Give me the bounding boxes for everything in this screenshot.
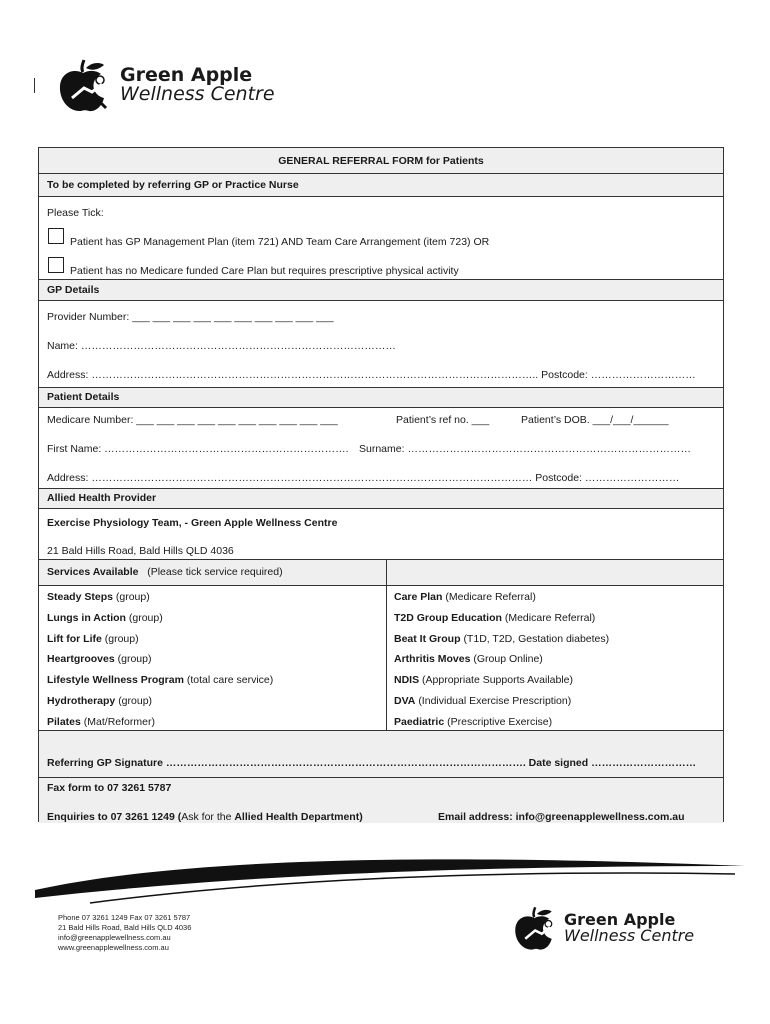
allied-health-section [39, 509, 723, 560]
service-item[interactable] [47, 695, 152, 707]
enquiries-department: Allied Health Department [234, 811, 360, 823]
service-name: Steady Steps [47, 591, 113, 603]
fax-info: Fax form to 07 3261 5787 [47, 782, 172, 794]
service-item[interactable] [394, 633, 609, 645]
service-note: (Prescriptive Exercise) [447, 715, 553, 728]
patient-details-section [39, 408, 723, 489]
no-care-plan-checkbox[interactable] [48, 257, 64, 273]
gp-details-heading: GP Details [47, 284, 100, 296]
provider-address: 21 Bald Hills Road, Bald Hills QLD 4036 [47, 545, 234, 557]
service-note: (Group Online) [473, 653, 543, 666]
footer-email: info@greenapplewellness.com.au [58, 933, 171, 942]
brand-subtitle: Wellness Centre [120, 83, 275, 105]
service-item[interactable] [394, 591, 536, 603]
allied-health-heading: Allied Health Provider [47, 492, 157, 504]
service-name: Beat It Group [394, 632, 461, 645]
service-item[interactable] [47, 633, 139, 645]
service-name: NDIS [394, 674, 420, 687]
service-note: (Individual Exercise Prescription) [418, 695, 572, 707]
service-item[interactable] [47, 674, 273, 686]
service-item[interactable] [394, 695, 571, 707]
medicare-number-field[interactable]: Medicare Number: ___ ___ ___ ___ ___ ___ ___ ___ ___ ___ [47, 414, 338, 426]
service-note: (group) [118, 695, 153, 707]
footer-swoosh [30, 848, 750, 908]
services-heading: Services Available [47, 566, 139, 578]
footer-address: 21 Bald Hills Road, Bald Hills QLD 4036 [58, 923, 192, 932]
header-logo [56, 56, 275, 114]
service-name: Lift for Life [47, 632, 102, 645]
allied-health-heading-row [39, 489, 723, 509]
service-item[interactable] [47, 612, 163, 624]
service-name: Lungs in Action [47, 611, 126, 624]
service-note: (Medicare Referral) [445, 591, 536, 603]
contact-row [39, 778, 723, 823]
patient-ref-field[interactable]: Patient’s ref no. ___ [396, 414, 490, 426]
service-note: (group) [115, 591, 150, 603]
tick-options-section [39, 197, 723, 280]
no-care-plan-label: Patient has no Medicare funded Care Plan but requires prescriptive physical activity [70, 265, 459, 277]
surname-field[interactable]: Surname: ……………………………………………………………………… [359, 443, 691, 455]
service-note: (group) [128, 611, 163, 624]
service-item[interactable] [47, 716, 155, 728]
gp-management-plan-checkbox[interactable] [48, 228, 64, 244]
gp-details-heading-row [39, 280, 723, 301]
service-note: (total care service) [186, 674, 274, 687]
footer-brand-subtitle: Wellness Centre [564, 926, 695, 945]
services-divider [386, 586, 387, 730]
service-note: (Medicare Referral) [504, 611, 596, 624]
service-note: (group) [117, 653, 152, 666]
service-item[interactable] [47, 653, 151, 665]
service-name: Arthritis Moves [394, 653, 471, 666]
form-title-row [39, 148, 723, 174]
footer-contact [58, 913, 191, 953]
completed-by-heading: To be completed by referring GP or Practice Nurse [47, 179, 299, 191]
service-item[interactable] [394, 653, 543, 665]
referral-form [38, 147, 724, 822]
service-name: Hydrotherapy [47, 695, 116, 707]
enquiries-phone: Enquiries to 07 3261 1249 ( [47, 811, 182, 823]
patient-details-heading: Patient Details [47, 391, 120, 403]
provider-team: Exercise Physiology Team, - Green Apple Wellness Centre [47, 517, 338, 529]
footer-phone-fax: Phone 07 3261 1249 Fax 07 3261 5787 [58, 913, 191, 922]
gp-address-field[interactable]: Address: ……………………………………………………………………………………………………………….. Postcode: ………………………… [47, 369, 696, 381]
please-tick-label: Please Tick: [47, 207, 104, 219]
signature-row [39, 731, 723, 778]
footer-brand-name: Green Apple [564, 910, 676, 929]
service-name: Heartgrooves [47, 653, 115, 666]
service-name: DVA [394, 695, 416, 707]
enquiries-ask: Ask for the [181, 811, 235, 823]
gp-name-field[interactable]: Name: ……………………………………………………………………………… [47, 340, 396, 352]
service-name: Paediatric [394, 715, 445, 728]
patient-dob-field[interactable]: Patient’s DOB. ___/___/______ [521, 414, 669, 426]
service-item[interactable] [394, 674, 573, 686]
service-name: T2D Group Education [394, 611, 502, 624]
service-item[interactable] [394, 716, 552, 728]
brand-name: Green Apple [120, 64, 253, 86]
patient-details-heading-row [39, 388, 723, 408]
footer-logo [512, 902, 694, 954]
service-note: (Mat/Reformer) [83, 715, 155, 728]
footer-website: www.greenapplewellness.com.au [58, 943, 169, 952]
services-note: (Please tick service required) [147, 566, 283, 578]
patient-address-field[interactable]: Address: ……………………………………………………………………………………………………………… Postcode: ……………………… [47, 472, 680, 484]
services-heading-group [47, 566, 283, 578]
form-title: GENERAL REFERRAL FORM for Patients [278, 155, 484, 167]
service-note: (T1D, T2D, Gestation diabetes) [463, 632, 610, 645]
gp-details-section [39, 301, 723, 388]
apple-logo-icon [512, 902, 560, 954]
enquiries-info [47, 811, 363, 823]
services-grid [39, 586, 723, 731]
service-item[interactable] [394, 612, 595, 624]
provider-number-field[interactable]: Provider Number: ___ ___ ___ ___ ___ ___ ___ ___ ___ ___ [47, 311, 334, 323]
enquiries-close: ) [359, 811, 363, 823]
services-heading-row [39, 560, 723, 586]
services-divider [386, 560, 387, 585]
service-item[interactable] [47, 591, 150, 603]
service-note: (Appropriate Supports Available) [422, 674, 573, 687]
margin-mark [34, 78, 35, 93]
service-note: (group) [104, 632, 139, 645]
gp-management-plan-label: Patient has GP Management Plan (item 721) AND Team Care Arrangement (item 723) OR [70, 236, 490, 248]
apple-logo-icon [56, 56, 114, 114]
service-name: Lifestyle Wellness Program [47, 674, 184, 687]
first-name-field[interactable]: First Name: ……………………………………………………………. [47, 443, 349, 455]
service-name: Care Plan [394, 591, 443, 603]
service-name: Pilates [47, 715, 81, 728]
signature-field[interactable]: Referring GP Signature …………………………………………………………………………………………. Date signed ………………………… [47, 757, 697, 769]
email-info: Email address: info@greenapplewellness.com.au [438, 811, 685, 823]
completed-by-row [39, 174, 723, 197]
